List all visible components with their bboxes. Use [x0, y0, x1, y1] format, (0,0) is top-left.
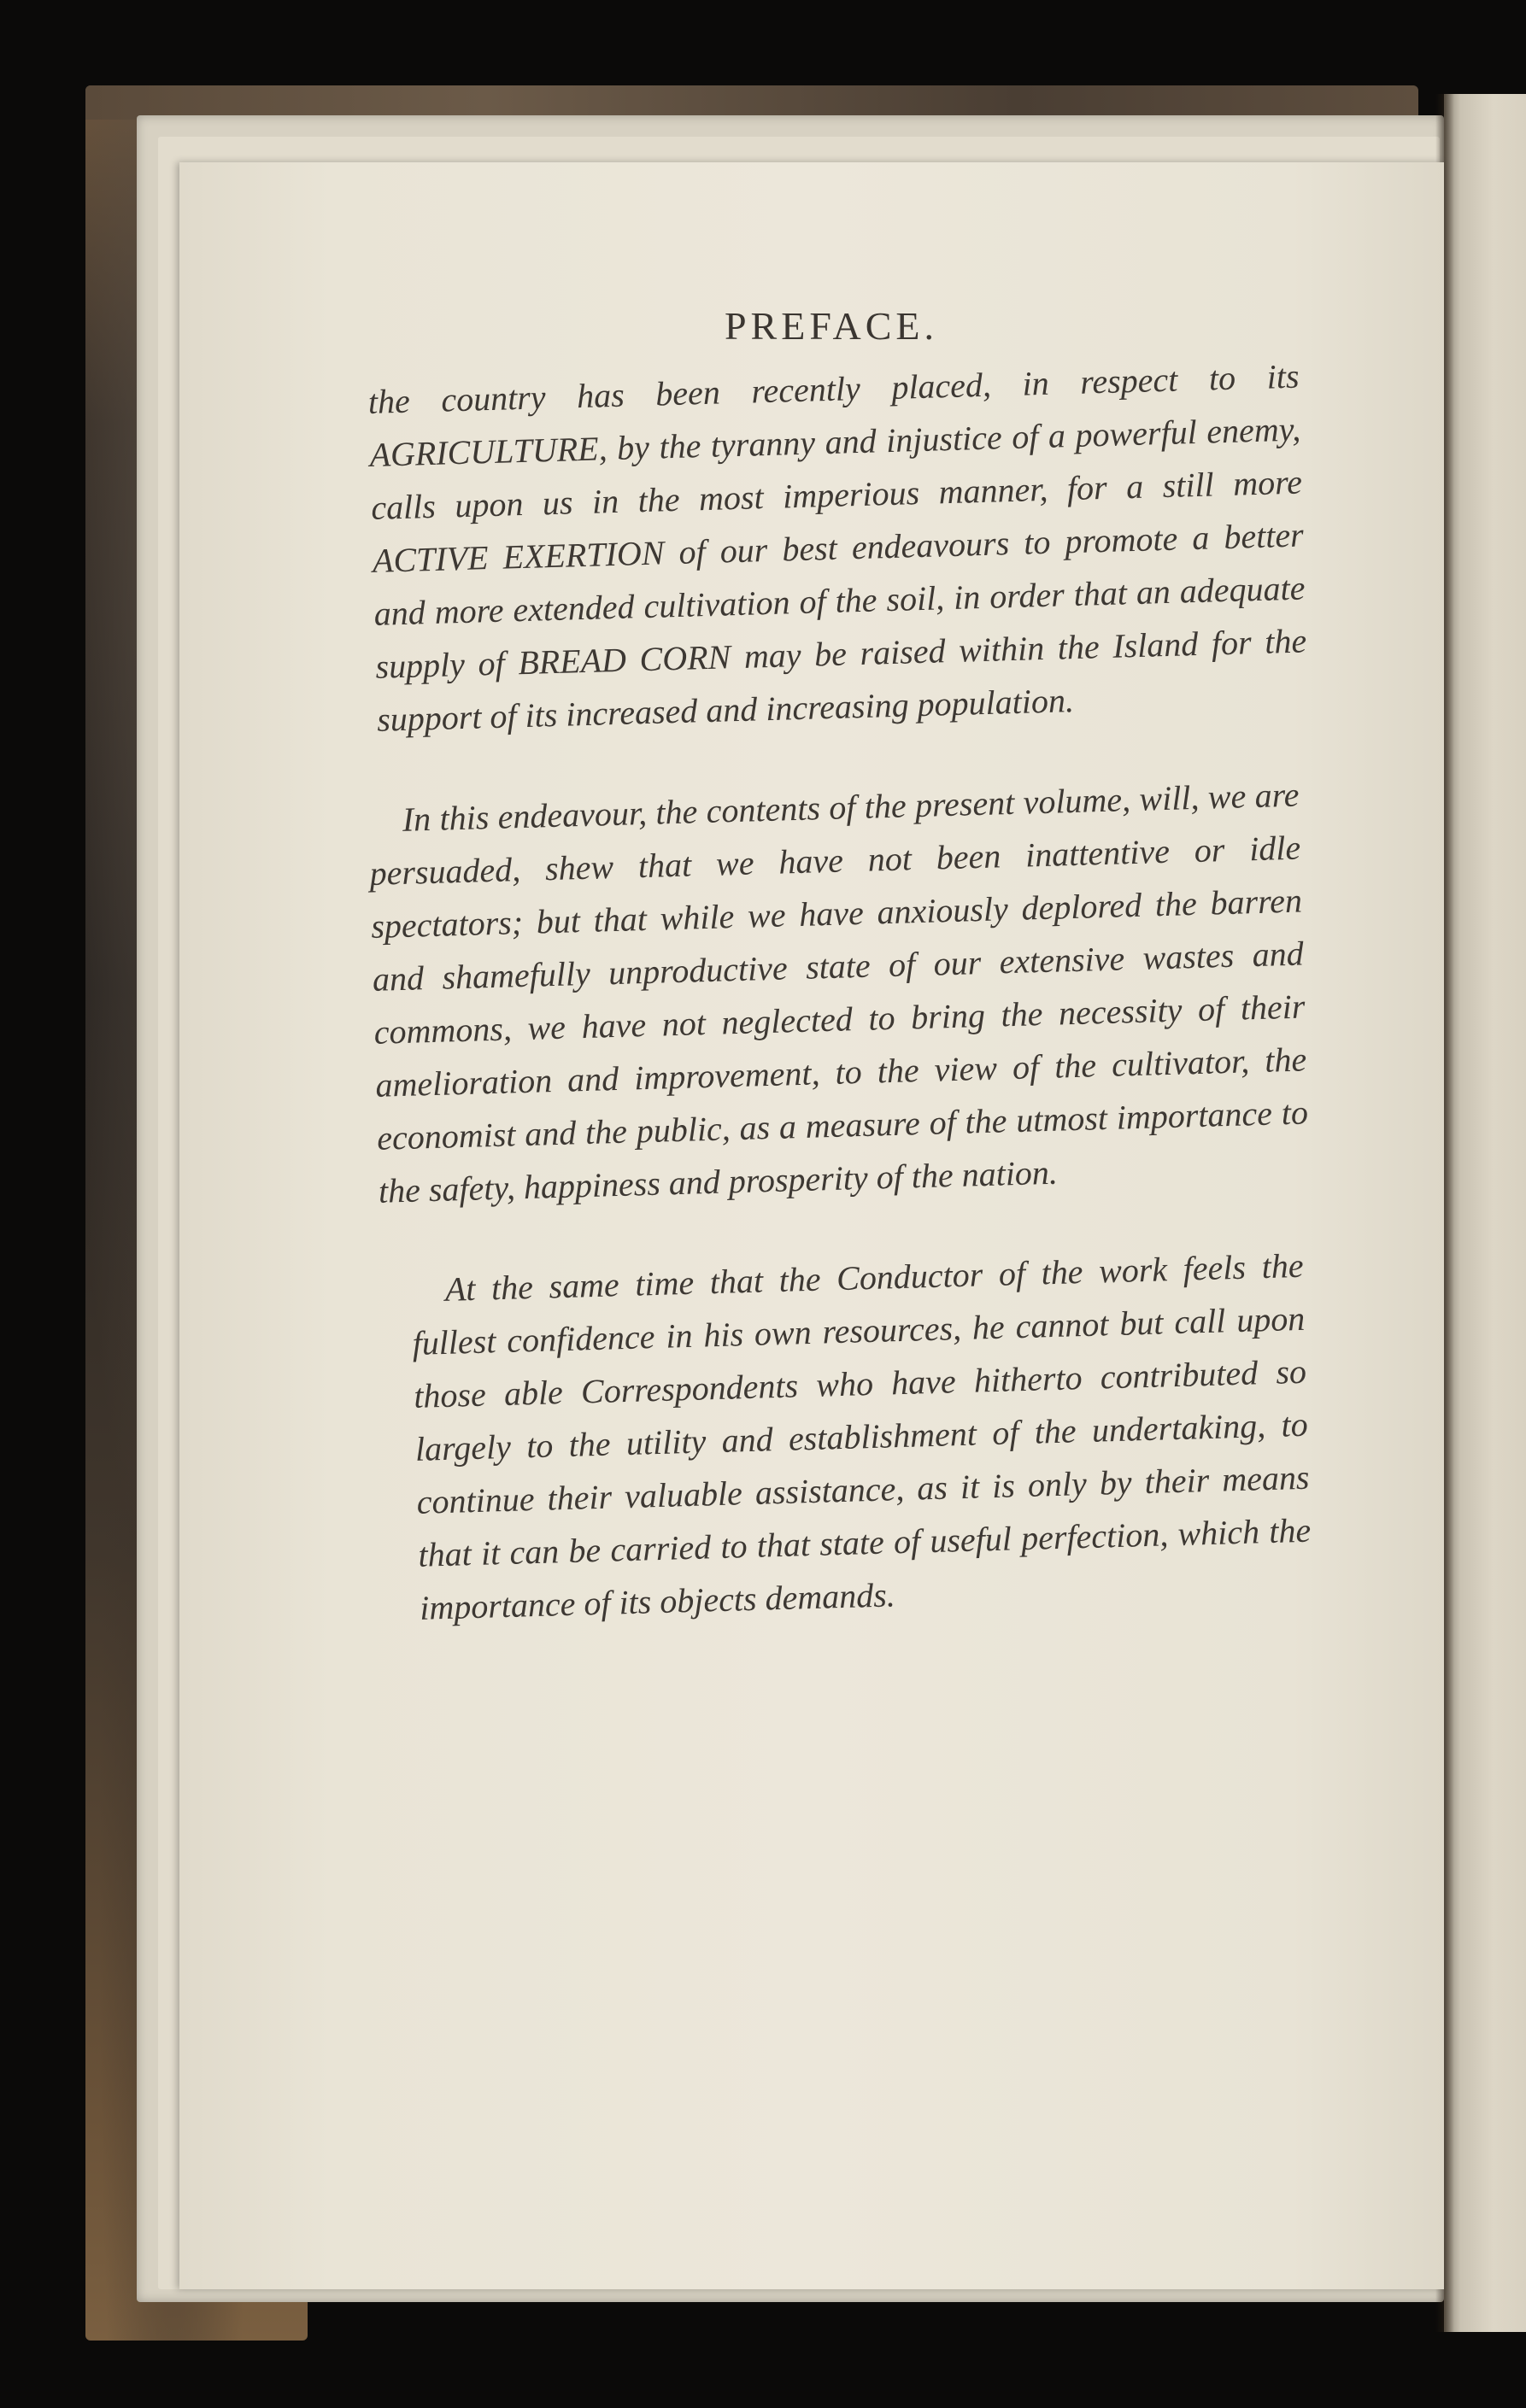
paragraph-3: At the same time that the Conductor of the work feels the fullest confidence in his own resources, he cannot but call upon those able Correspondents who have hitherto contributed so largely to the utility and establishment of the undertaking, to continue their valuable assistance, as it is only by their means that it can be carried to that state of useful perfection, which the importance of its objects demands. [411, 1245, 1312, 1627]
facing-page-edge [1444, 94, 1526, 2332]
book-cover-top [85, 85, 1418, 120]
page-heading: PREFACE. [724, 304, 939, 348]
paragraph-2: In this endeavour, the contents of the present volume, will, we are persuaded, shew that we have not been inattentive or idle spectators; but that while we have anxiously deplored the barren and shamefully unproductive state of our extensive wastes and commons, we have not neglected to bring the necessity of their amelioration and improvement, to the view of the cultivator, the economist and the public, as a measure of the utmost importance to the safety, happiness and prosperity of the nation. [368, 775, 1309, 1210]
paragraph-1: the country has been recently placed, in respect to its AGRICULTURE, by the tyranny and injustice of a powerful enemy, calls upon us in the most imperious manner, for a still more ACTIVE EXERTION of our best endeavours to promote a better and more extended cultivation of the soil, in order that an adequate supply of BREAD CORN may be raised within the Island for the support of its increased and increasing population. [367, 356, 1307, 739]
